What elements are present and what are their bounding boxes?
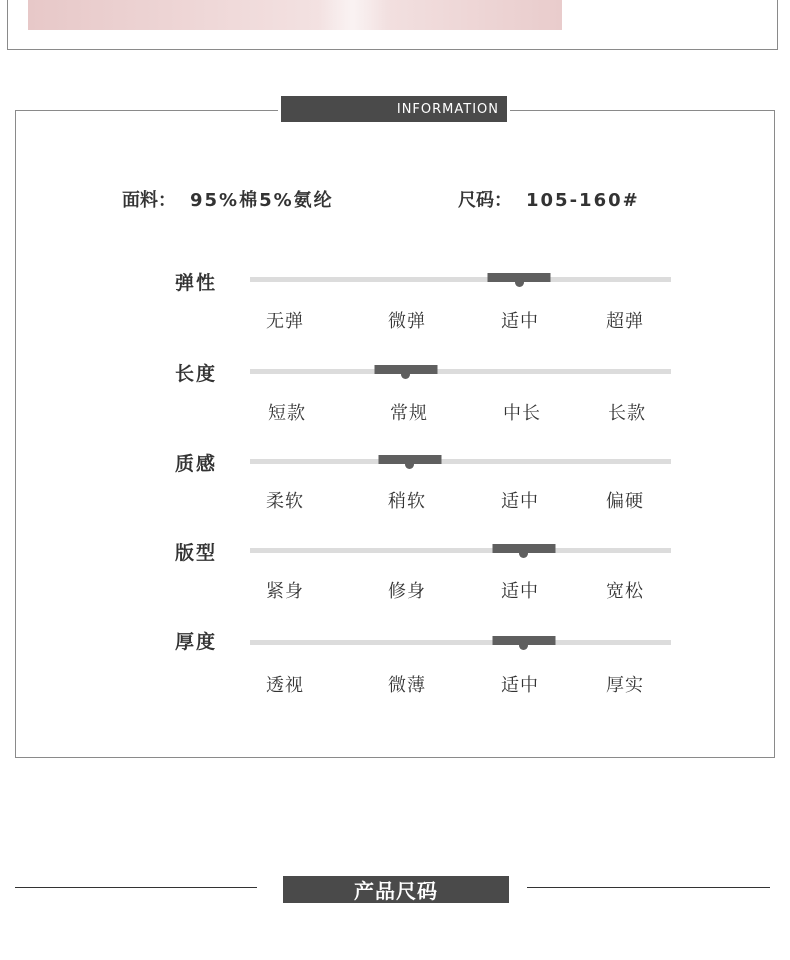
elasticity-option: 适中 — [501, 311, 539, 332]
length-option: 长款 — [608, 403, 646, 424]
row-title-length: 长度 — [175, 363, 218, 385]
divider-left — [15, 887, 257, 888]
fit-marker — [492, 544, 555, 553]
texture-option: 适中 — [501, 491, 539, 512]
texture-option: 柔软 — [266, 491, 304, 512]
fit-option: 适中 — [501, 581, 539, 602]
row-title-thickness: 厚度 — [175, 631, 218, 653]
row-title-texture: 质感 — [175, 453, 218, 475]
row-title-fit: 版型 — [175, 542, 218, 564]
information-banner — [281, 96, 507, 122]
elasticity-option: 超弹 — [606, 311, 644, 332]
size-value: 105-160# — [526, 190, 640, 211]
texture-track — [250, 459, 671, 464]
thickness-knob — [519, 641, 528, 650]
thickness-option: 适中 — [501, 675, 539, 696]
thickness-option: 透视 — [266, 675, 304, 696]
thickness-marker — [492, 636, 555, 645]
texture-marker — [378, 455, 441, 464]
fit-option: 宽松 — [606, 581, 644, 602]
fit-option: 紧身 — [266, 581, 304, 602]
elasticity-marker — [488, 273, 551, 282]
elasticity-option: 无弹 — [266, 311, 304, 332]
divider-right — [527, 887, 770, 888]
length-option: 短款 — [268, 403, 306, 424]
length-knob — [401, 370, 410, 379]
fit-option: 修身 — [388, 581, 426, 602]
fit-knob — [519, 549, 528, 558]
product-photo — [28, 0, 562, 30]
length-option: 中长 — [503, 403, 541, 424]
fabric-value: 95%棉5%氨纶 — [190, 190, 334, 211]
product-size-title: 产品尺码 — [354, 879, 438, 903]
row-title-elasticity: 弹性 — [175, 272, 218, 294]
information-banner-label: INFORMATION — [396, 101, 499, 117]
thickness-option: 微薄 — [388, 675, 426, 696]
thickness-option: 厚实 — [606, 675, 644, 696]
length-track — [250, 369, 671, 374]
texture-option: 稍软 — [388, 491, 426, 512]
fabric-label: 面料： — [122, 190, 176, 211]
fit-track — [250, 548, 671, 553]
texture-knob — [405, 460, 414, 469]
product-size-banner — [283, 876, 509, 903]
length-marker — [374, 365, 437, 374]
size-label: 尺码： — [458, 190, 512, 211]
size-spec — [458, 186, 640, 212]
length-option: 常规 — [390, 403, 428, 424]
elasticity-option: 微弹 — [388, 311, 426, 332]
thickness-track — [250, 640, 671, 645]
fabric-spec — [122, 186, 334, 212]
elasticity-track — [250, 277, 671, 282]
elasticity-knob — [515, 278, 524, 287]
texture-option: 偏硬 — [606, 491, 644, 512]
